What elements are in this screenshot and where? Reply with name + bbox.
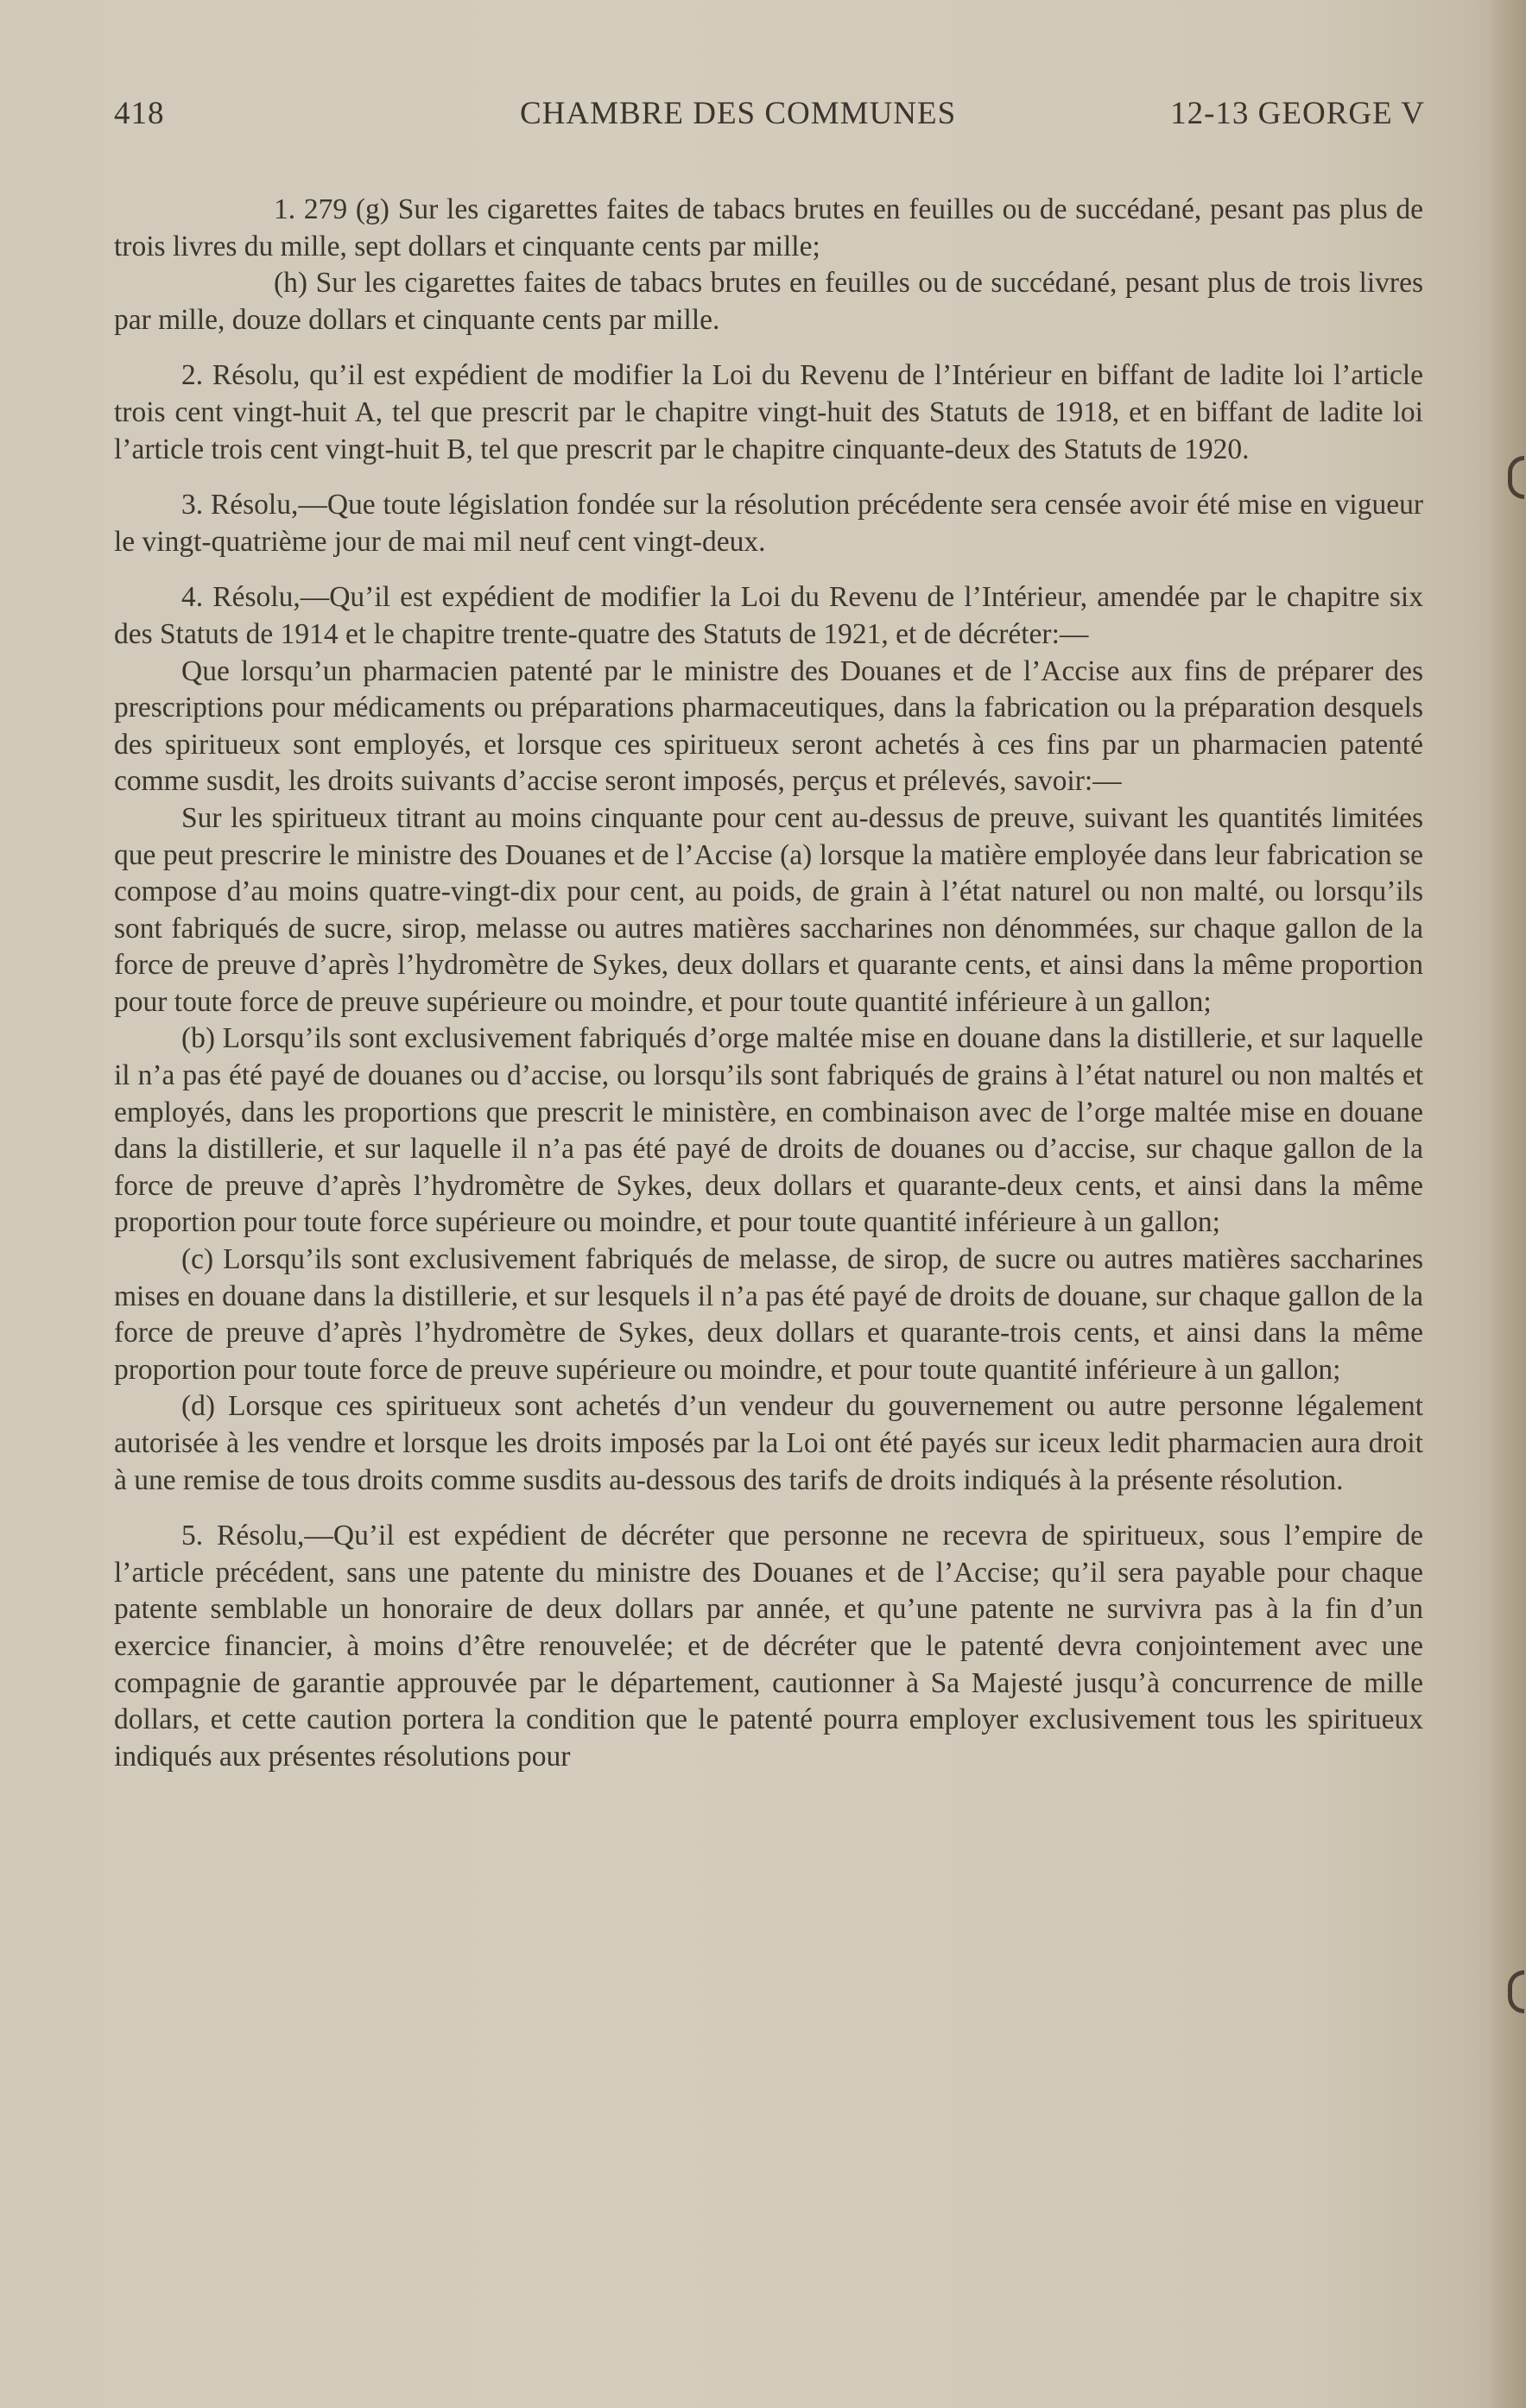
paragraph-1-g: 1. 279 (g) Sur les cigarettes faites de tabacs brutes en feuilles ou de succédané, pesant pas plus de trois livres du mille, sept dollars et cinquante cents par mille; — [114, 193, 1423, 262]
paragraph-3: 3. Résolu,—Que toute législation fondée sur la résolution précédente sera censée avoir été mise en vigueur le vingt-quatrième jour de mai mil neuf cent vingt-deux. — [114, 489, 1423, 558]
paragraph-4-b: (b) Lorsqu’ils sont exclusivement fabriqués d’orge maltée mise en douane dans la distillerie, et sur laquelle il n’a pas été payé de douanes ou d’accise, ou lorsqu’ils sont fabriqués de grains à l’état naturel ou non maltés et employés, dans les proportions que prescrit le ministère, en combinaison avec de l’orge maltée mise en douane dans la distillerie, et sur laquelle il n’a pas été payé de droits de douanes ou d’accise, sur chaque gallon de la force de preuve d’après l’hydromètre de Sykes, deux dollars et quarante-deux cents, et ainsi dans la même proportion pour toute force supérieure ou moindre, et pour toute quantité inférieure à un gallon; — [114, 1022, 1423, 1239]
paragraph-4-a: Sur les spiritueux titrant au moins cinquante pour cent au-dessus de preuve, suivant les quantités limitées que peut prescrire le ministre des Douanes et de l’Accise (a) lorsque la matière employée dans leur fabrication se compose d’au moins quatre-vingt-dix pour cent, au poids, de grain à l’état naturel ou non malté, ou lorsqu’ils sont fabriqués de sucre, sirop, melasse ou autres matières saccharines non dénommées, sur chaque gallon de la force de preuve d’après l’hydromètre de Sykes, deux dollars et quarante cents, et ainsi dans la même proportion pour toute force de preuve supérieure ou moindre, et pour toute quantité inférieure à un gallon; — [114, 801, 1423, 1018]
paragraph-5: 5. Résolu,—Qu’il est expédient de décréter que personne ne recevra de spiritueux, sous l’empire de l’article précédent, sans une patente du ministre des Douanes et de l’Accise; qu’il sera payable pour chaque patente semblable un honoraire de deux dollars par année, et qu’une patente ne survivra pas à la fin d’un exercice financier, à moins d’être renouvelée; et de décréter que le patenté devra conjointement avec une compagnie de garantie approuvée par le département, cautionner à Sa Majesté jusqu’à concurrence de mille dollars, et cette caution portera la condition que le patenté pourra employer exclusivement tous les spiritueux indiqués aux présentes résolutions pour — [114, 1520, 1423, 1773]
paragraph-4-que: Que lorsqu’un pharmacien patenté par le ministre des Douanes et de l’Accise aux fins de préparer des prescriptions pour médicaments ou préparations pharmaceutiques, dans la fabrication ou la préparation desquels des spiritueux sont employés, et lorsque ces spiritueux seront achetés à ces fins par un pharmacien patenté comme susdit, les droits suivants d’accise seront imposés, perçus et prélevés, savoir:— — [114, 654, 1423, 798]
paragraph-2: 2. Résolu, qu’il est expédient de modifier la Loi du Revenu de l’Intérieur en biffant de ladite loi l’article trois cent vingt-huit A, tel que prescrit par le chapitre vingt-huit des Statuts de 1918, et en biffant de ladite loi l’article trois cent vingt-huit B, tel que prescrit par le chapitre cinquante-deux des Statuts de 1920. — [114, 359, 1423, 465]
page-edge-shadow — [1490, 0, 1526, 2408]
paragraph-4-c: (c) Lorsqu’ils sont exclusivement fabriqués de melasse, de sirop, de sucre ou autres matières saccharines mises en douane dans la distillerie, et sur lesquels il n’a pas été payé de droits de douane, sur chaque gallon de la force de preuve d’après l’hydromètre de Sykes, deux dollars et quarante-trois cents, et ainsi dans la même proportion pour toute force de preuve supérieure ou moindre, et pour toute quantité inférieure à un gallon; — [114, 1243, 1423, 1386]
body-text — [114, 192, 1423, 1775]
page-number: 418 — [114, 96, 165, 131]
header-session: 12-13 GEORGE V — [1170, 96, 1425, 131]
paragraph-4: 4. Résolu,—Qu’il est expédient de modifier la Loi du Revenu de l’Intérieur, amendée par le chapitre six des Statuts de 1914 et le chapitre trente-quatre des Statuts de 1921, et de décréter:— — [114, 581, 1423, 650]
running-header — [114, 95, 1425, 138]
header-title: CHAMBRE DES COMMUNES — [520, 96, 957, 131]
paragraph-1-h: (h) Sur les cigarettes faites de tabacs brutes en feuilles ou de succédané, pesant plus de trois livres par mille, douze dollars et cinquante cents par mille. — [114, 267, 1423, 336]
paragraph-4-d: (d) Lorsque ces spiritueux sont achetés d’un vendeur du gouvernement ou autre personne légalement autorisée à les vendre et lorsque les droits imposés par la Loi ont été payés sur iceux ledit pharmacien aura droit à une remise de tous droits comme susdits au-dessous des tarifs de droits indiqués à la présente résolution. — [114, 1390, 1423, 1496]
